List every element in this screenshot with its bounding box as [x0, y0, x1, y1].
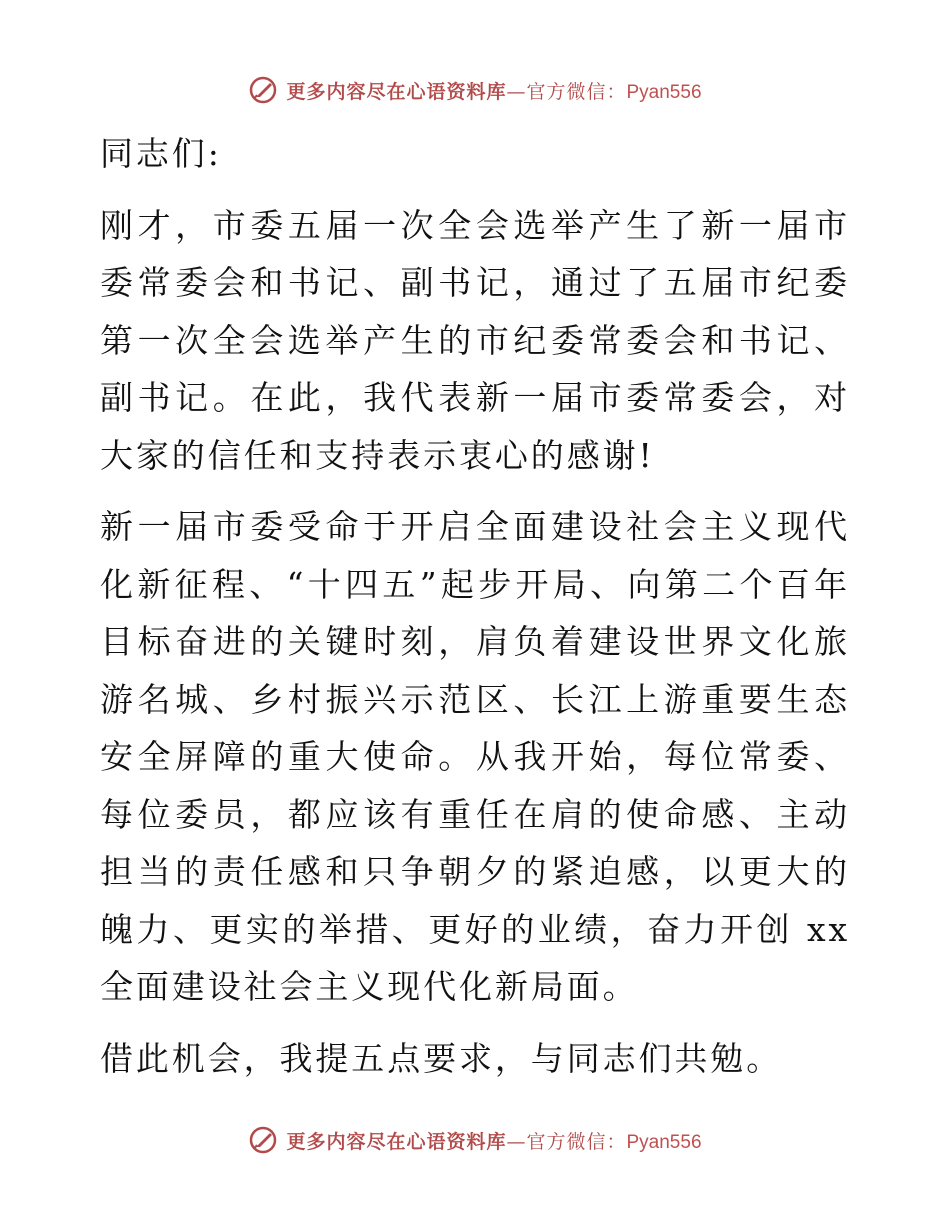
watermark-banner-bottom	[0, 1120, 950, 1160]
paragraph: 借此机会，我提五点要求，与同志们共勉。	[100, 1038, 783, 1078]
watermark-banner-top	[0, 70, 950, 110]
watermark-text: 更多内容尽在心语资料库—官方微信：Pyan556	[286, 80, 702, 103]
quill-logo-icon	[248, 75, 278, 105]
paragraph: 新一届市委受命于开启全面建设社会主义现代化新征程、“十四五”起步开局、向第二个百年目标奋进的关键时刻，肩负着建设世界文化旅游名城、乡村振兴示范区、长江上游重要生态安全屏障的重大使命。从我开始，每位常委、每位委员，都应该有重任在肩的使命感、主动担当的责任感和只争朝夕的紧迫感，以更大的魄力、更实的举措、更好的业绩，奋力开创 xx 全面建设社会主义现代化新局面。	[100, 507, 850, 1006]
salutation: 同志们:	[100, 134, 222, 173]
document-body	[100, 125, 850, 1087]
watermark-text: 更多内容尽在心语资料库—官方微信：Pyan556	[286, 1130, 702, 1153]
paragraph: 刚才，市委五届一次全会选举产生了新一届市委常委会和书记、副书记，通过了五届市纪委第一次全会选举产生的市纪委常委会和书记、副书记。在此，我代表新一届市委常委会，对大家的信任和支持表示衷心的感谢!	[100, 205, 850, 475]
quill-logo-icon	[248, 1125, 278, 1155]
